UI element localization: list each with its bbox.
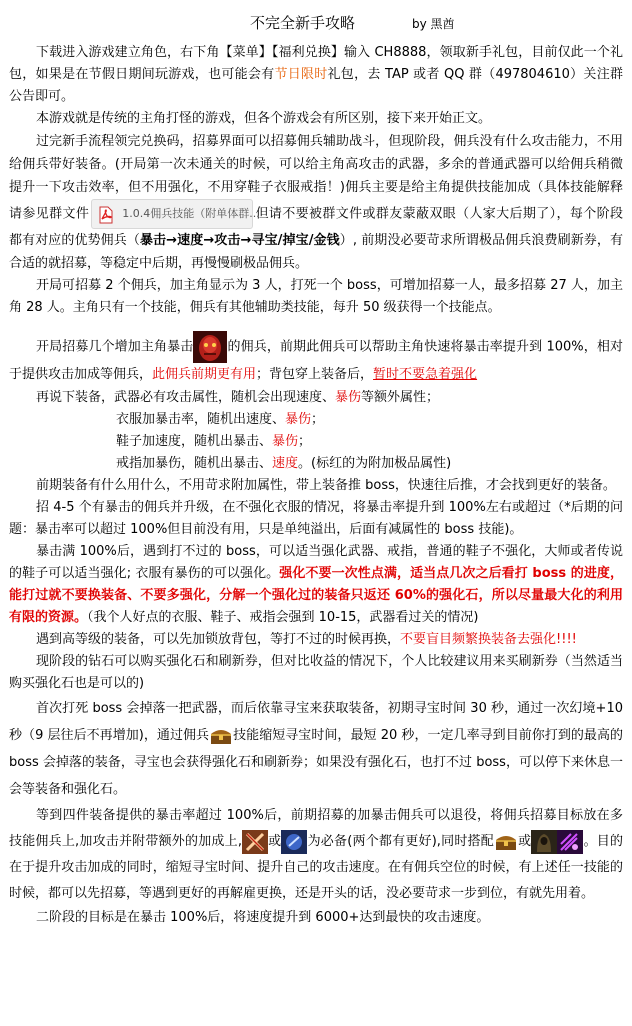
paragraph-recruit-count: 开局可招募 2 个佣兵，加主角显示为 3 人，打死一个 boss，可增加招募一人，最多招募 27 人，加主角 28 人。主角只有一个技能，佣兵有其他辅助类技能，每升 50 级获得一个技能点。 [9, 278, 623, 315]
paragraph-stage-two: 二阶段的目标是在暴击 100%后，将速度提升到 6000+达到最快的攻击速度。 [36, 910, 490, 925]
text: ； [298, 434, 312, 449]
highlight-no-enhance: 暂时不要急着强化 [373, 367, 478, 382]
paragraph-mercenary [9, 130, 623, 275]
text: 或 [517, 834, 532, 849]
equip-shoes-line [9, 431, 623, 453]
cross-skill-icon [242, 830, 268, 854]
author-byline: by 黑酋 [412, 17, 455, 31]
paragraph-intro: 本游戏就是传统的主角打怪的游戏，但各个游戏会有所区别，接下来开始正文。 [36, 111, 492, 126]
text: 等额外属性； [361, 390, 440, 405]
text: 。(标红的为附加极品属性) [298, 456, 452, 471]
text: 过完新手流程领完兑换码，招募界面可以招募佣兵辅助战斗，但现阶段，佣兵没有什么攻击能力，不用给佣兵带好装备。(开局第一次未通关的时候，可以给主角高攻击的武器，多余的普通武器可以给佣兵稍微提升一下攻击效率，但不用强化，不用穿鞋子衣服戒指！)佣兵主要是给主角提供技能加成（具体技能解释请参见群文件 [9, 134, 623, 222]
text: 的佣兵，前期此佣兵可以帮助主角快速将暴击率提升到 100%，相对于提供攻击加成等佣兵， [9, 339, 623, 382]
text: 开局招募几个增加主角暴击 [36, 339, 194, 355]
highlight-useful: 此佣兵前期更有用 [152, 367, 257, 382]
paragraph-equipment [9, 387, 623, 409]
text: 技能缩短寻宝时间，最短 20 秒，一定几率寻到目前你打到的最高的 boss 会掉落的装备，寻宝也会获得强化石和刷新券；如果没有强化石，也打不过 boss，可以停下来休息一会等装备和强化石。 [9, 728, 623, 797]
paragraph-crit-mercenary [9, 331, 623, 387]
text: ； [311, 412, 325, 427]
attr-crit-damage: 暴伤 [272, 434, 299, 449]
text: 或 [267, 834, 282, 849]
pdf-filename: 1.0.4佣兵技能（附单体群... [122, 207, 260, 220]
text: 遇到高等级的装备，可以先加锁放背包，等打不过的时候再换， [36, 632, 401, 647]
text: 但请不要被群文件或群友蒙蔽双眼（人家大后期了），每个阶段都有对应的优势佣兵（ [9, 206, 623, 248]
attr-speed: 速度 [272, 456, 299, 471]
paragraph-diamonds: 现阶段的钻石可以购买强化石和刷新券，但对比收益的情况下，个人比较建议用来买刷新券（当然适当购买强化石也是可以的) [9, 654, 623, 691]
paragraph-treasure [9, 695, 623, 803]
text: 等到四件装备提供的暴击率超过 100%后，前期招募的加暴击佣兵可以退役，将佣兵招募目标放在多技能佣兵上,加攻击并附带额外的加成上, [9, 808, 623, 849]
text: 戒指加暴伤，随机出暴击、 [116, 456, 273, 471]
text: ；背包穿上装备后， [256, 367, 374, 382]
treasure-chest-icon [494, 832, 518, 852]
mercenary-portrait-icon [193, 331, 227, 363]
title-row [0, 12, 632, 32]
blue-skill-icon [281, 830, 307, 854]
text: 衣服加暴击率，随机出速度、 [116, 412, 286, 427]
paragraph-skills [9, 803, 623, 907]
text: 下载进入游戏建立角色，右下角【菜单】【福利兑换】输入 CH8888，领取新手礼包，目前仅此一个礼包，如果是在节假日期间玩游戏，也可能会有 [9, 45, 623, 82]
highlight-holiday: 节日限时 [274, 67, 328, 82]
text: （我个人好点的衣服、鞋子、戒指会强到 10-15，武器看过关的情况) [87, 610, 479, 625]
priority-sequence: 暴击→速度→攻击→寻宝/掉宝/金钱 [139, 233, 340, 248]
text: 再说下装备，武器必有攻击属性，随机会出现速度、 [36, 390, 336, 405]
text: ）, 前期没必要苛求所谓极品佣兵浪费刷新券，有合适的就招募，等稳定中后期，再慢慢刷极品佣兵。 [9, 233, 623, 271]
text: 礼包，去 TAP 或者 QQ 群（497804610）关注群公告即可。 [9, 67, 623, 104]
warning-swap: 不要盲目频繁换装备去强化!!!! [400, 632, 577, 647]
paragraph-crit-rate: 招 4-5 个有暴击的佣兵并升级，在不强化衣服的情况，将暴击率提升到 100%左右或超过（*后期的问题：暴击率可以超过 100%但目前没有用，只是单纯溢出，后面有减属性的 boss 技能)。 [9, 500, 623, 537]
text: 。目的在于提升攻击加成的同时，缩短寻宝时间、提升自己的攻击速度。在有佣兵空位的时候，有上述任一技能的时候，都可以先招募，等遇到更好的再解雇更换，还是开头的话，没必要苛求一步到位，有就先用着。 [9, 834, 623, 901]
pdf-file-icon [98, 206, 114, 224]
text: 首次打死 boss 会掉落一把武器，而后依靠寻宝来获取装备，初期寻宝时间 30 秒，通过一次幻境+10 秒（9 层往后不再增加)，通过佣兵 [9, 701, 623, 743]
warning-enhance: 强化不要一次性点满，适当点几次之后看打 boss 的进度，能打过就不要换装备、不要多强化，分解一个强化过的装备只返还 60%的强化石，所以尽量最大化的利用有限的资源。 [9, 566, 623, 625]
document-body [9, 42, 623, 929]
paragraph-enhance [9, 541, 623, 629]
page-title: 不完全新手攻略 [250, 14, 356, 32]
pdf-attachment[interactable] [91, 199, 260, 229]
equip-ring-line [9, 453, 623, 475]
treasure-chest-icon [209, 726, 233, 746]
hooded-figure-icon [531, 830, 557, 854]
equip-clothes-line [9, 409, 623, 431]
text: 为必备(两个都有更好),同时搭配 [307, 834, 494, 849]
attr-crit-damage: 暴伤 [285, 412, 312, 427]
paragraph-gift-code [9, 42, 623, 108]
purple-magic-icon [557, 830, 583, 854]
paragraph-early-gear: 前期装备有什么用什么，不用苛求附加属性，带上装备推 boss，快速往后推，才会找到更好的装备。 [36, 478, 616, 493]
attr-crit-damage: 暴伤 [335, 390, 362, 405]
text: 鞋子加速度，随机出暴击、 [116, 434, 273, 449]
paragraph-high-level-gear [9, 629, 623, 651]
text: 暴击满 100%后，遇到打不过的 boss，可以适当强化武器、戒指，普通的鞋子不强化，大师或者传说的鞋子可以适当强化; 衣服有暴伤的可以强化。 [9, 544, 623, 581]
